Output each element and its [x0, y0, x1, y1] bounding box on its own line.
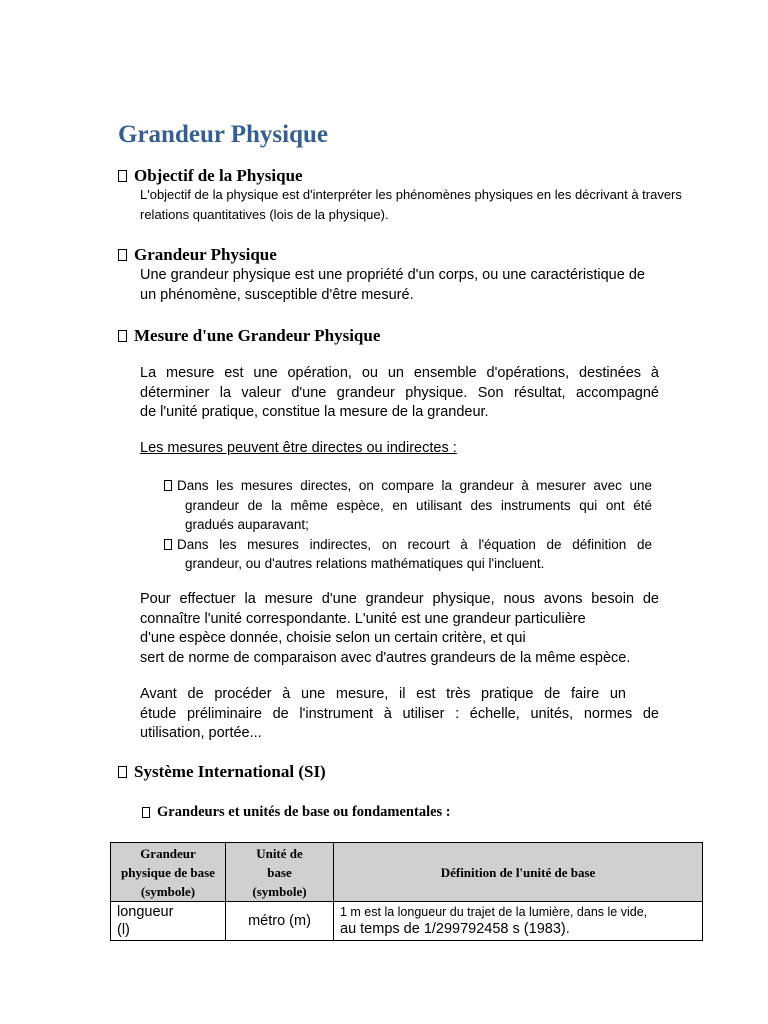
checkbox-bullet-icon: [164, 539, 172, 550]
text-line: L'objectif de la physique est d'interpréter les phénomènes physiques en les décrivant à travers: [140, 187, 682, 202]
section-heading-mesure: [118, 326, 380, 346]
cell-line: longueur: [117, 904, 174, 920]
subheading-text: Grandeurs et unités de base ou fondamentales :: [157, 804, 451, 820]
header-grandeur: [111, 843, 226, 902]
table-row: [111, 902, 703, 941]
checkbox-bullet-icon: [118, 766, 127, 778]
text-line: Pour effectuer la mesure d'une grandeur physique, nous avons besoin de: [140, 591, 659, 607]
section-heading-text: Système International (SI): [134, 762, 326, 781]
text-line: sert de norme de comparaison avec d'autres grandeurs de la même espèce.: [140, 649, 631, 666]
text-line: Dans les mesures indirectes, on recourt à l'équation de définition de: [177, 536, 652, 552]
header-line: (symbole): [140, 883, 196, 899]
section-heading-si: [118, 762, 326, 782]
text-line: La mesure est une opération, ou un ensemble d'opérations, destinées à: [140, 365, 659, 381]
text-line: relations quantitatives (lois de la physique).: [140, 206, 389, 222]
text-line: connaître l'unité correspondante. L'unité est une grandeur particulière: [140, 610, 586, 627]
list-item: [164, 476, 652, 496]
header-line: Grandeur: [140, 845, 196, 861]
text-line: un phénomène, susceptible d'être mesuré.: [140, 286, 414, 303]
paragraph-grandeur: [140, 266, 659, 305]
cell-grandeur: [111, 902, 226, 941]
cell-line: 1 m est la longueur du trajet de la lumière, dans le vide,: [340, 905, 648, 919]
text-line: Dans les mesures directes, on compare la grandeur à mesurer avec une: [177, 478, 652, 493]
text-line: Une grandeur physique est une propriété d'un corps, ou une caractéristique de: [140, 267, 645, 283]
cell-definition: [334, 902, 703, 941]
section-heading-text: Mesure d'une Grandeur Physique: [134, 326, 381, 345]
paragraph-mesure-3: [140, 685, 659, 744]
bullet-list: [164, 476, 652, 574]
header-unite: [226, 843, 334, 902]
paragraph-mesure-2: [140, 590, 659, 668]
cell-line: au temps de 1/299792458 s (1983).: [340, 921, 570, 937]
section-heading-text: Objectif de la Physique: [134, 166, 303, 185]
document-title: Grandeur Physique: [118, 121, 328, 148]
paragraph-mesure-1: [140, 364, 659, 423]
checkbox-bullet-icon: [142, 807, 150, 818]
subheading-si: [142, 804, 451, 821]
header-line: physique de base: [121, 864, 215, 880]
text-line: utilisation, portée...: [140, 725, 262, 741]
text-line: grandeur, ou d'autres relations mathématiques qui l'incluent.: [185, 556, 545, 571]
text-line: gradués auparavant;: [185, 517, 309, 532]
checkbox-bullet-icon: [118, 170, 127, 182]
section-heading-objectif: [118, 166, 303, 186]
text-line: étude préliminaire de l'instrument à utiliser : échelle, unités, normes de: [140, 705, 659, 722]
section-heading-grandeur: [118, 245, 277, 265]
text-line: grandeur de la même espèce, en utilisant des instruments qui ont été: [185, 497, 652, 513]
header-line: Définition de l'unité de base: [440, 864, 596, 880]
checkbox-bullet-icon: [164, 480, 172, 491]
underlined-text: Les mesures peuvent être directes ou indirectes :: [140, 440, 457, 456]
section-heading-text: Grandeur Physique: [134, 245, 277, 264]
text-line: d'une espèce donnée, choisie selon un certain critère, et qui: [140, 630, 526, 646]
checkbox-bullet-icon: [118, 330, 127, 342]
text-line: déterminer la valeur d'une grandeur physique. Son résultat, accompagné: [140, 384, 659, 401]
paragraph-underlined: [140, 439, 659, 459]
header-definition: [334, 843, 703, 902]
header-line: (symbole): [252, 883, 307, 899]
cell-line: (l): [117, 922, 130, 938]
text-line: de l'unité pratique, constitue la mesure de la grandeur.: [140, 404, 489, 420]
paragraph-objectif: [140, 185, 720, 224]
units-table: [110, 842, 703, 941]
header-line: Unité de: [256, 845, 303, 861]
list-item: [164, 535, 652, 555]
checkbox-bullet-icon: [118, 249, 127, 261]
header-line: base: [267, 864, 292, 880]
cell-unite: métro (m): [226, 902, 334, 941]
table-header-row: [111, 843, 703, 902]
text-line: Avant de procéder à une mesure, il est très pratique de faire un: [140, 686, 626, 702]
